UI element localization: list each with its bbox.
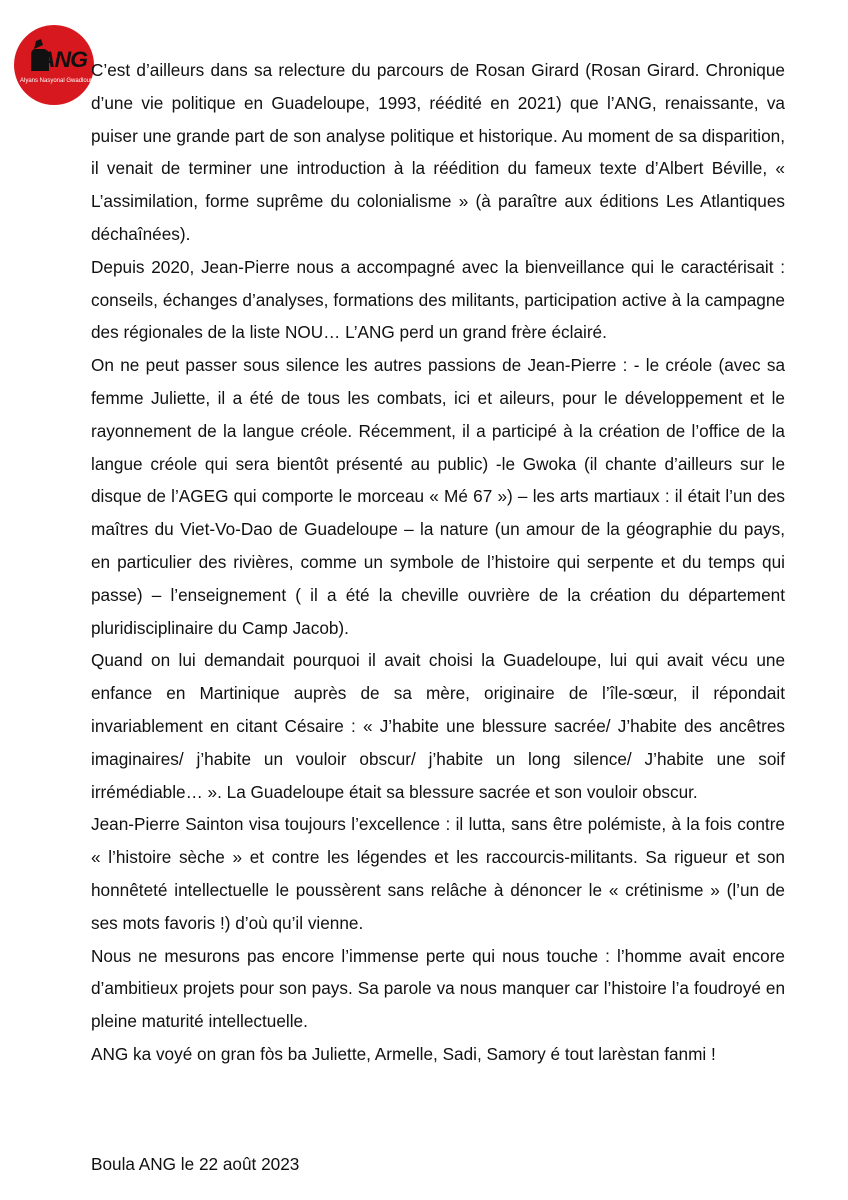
paragraph-6: Nous ne mesurons pas encore l’immense perte qui nous touche : l’homme avait encore d’ambitieux projets pour son pays. Sa parole va nous manquer car l’histoire l’a foudroyé en pleine maturité intellectuelle. bbox=[91, 945, 785, 1032]
paragraph-5: Jean-Pierre Sainton visa toujours l’excellence : il lutta, sans être polémiste, à la fois contre « l’histoire sèche » et contre les légendes et les raccourcis-militants. Sa rigueur et son honnêteté intellectuelle le poussèrent sans relâche à dénoncer le « crétinisme » (l’un de ses mots favoris !) d’où qu’il vienne. bbox=[91, 814, 785, 933]
signature: Boula ANG le 22 août 2023 bbox=[91, 1154, 300, 1174]
logo-mark: ANG bbox=[38, 47, 88, 72]
paragraph-1: C’est d’ailleurs dans sa relecture du parcours de Rosan Girard (Rosan Girard. Chronique d’une vie politique en Guadeloupe, 1993, réédité en 2021) que l’ANG, renaissante, va puiser une grande part de son analyse politique et historique. Au moment de sa disparition, il venait de terminer une introduction à la réédition du fameux texte d’Albert Béville, « L’assimilation, forme suprême du colonialisme » (à paraître aux éditions Les Atlantiques déchaînées). bbox=[91, 60, 785, 244]
paragraph-7: ANG ka voyé on gran fòs ba Juliette, Armelle, Sadi, Samory é tout larèstan fanmi ! bbox=[91, 1043, 716, 1064]
logo-subtitle: Alyans Nasyonal Gwadloup bbox=[20, 78, 94, 84]
paragraph-2: Depuis 2020, Jean-Pierre nous a accompagné avec la bienveillance qui le caractérisait : conseils, échanges d’analyses, formations des militants, participation active à la campagne des régionales de la liste NOU… L’ANG perd un grand frère éclairé. bbox=[91, 256, 785, 343]
paragraph-3: On ne peut passer sous silence les autres passions de Jean-Pierre : - le créole (avec sa femme Juliette, il a été de tous les combats, ici et aileurs, pour le développement et le rayonnement de la langue créole. Récemment, il a participé à la création de l’office de la langue créole qui sera bientôt présenté au public) -le Gwoka (il chante d’ailleurs sur le disque de l’AGEG qui comporte le morceau « Mé 67 ») – les arts martiaux : il était l’un des maîtres du Viet-Vo-Dao de Guadeloupe – la nature (un amour de la géographie du pays, en particulier des rivières, comme un symbole de l’histoire qui serpente et du temps qui passe) – l’enseignement ( il a été la cheville ouvrière de la création du département pluridisciplinaire du Camp Jacob). bbox=[91, 355, 785, 638]
letter-body bbox=[91, 54, 785, 1071]
paragraph-4: Quand on lui demandait pourquoi il avait choisi la Guadeloupe, lui qui avait vécu une enfance en Martinique auprès de sa mère, originaire de l’île-sœur, il répondait invariablement en citant Césaire : « J’habite une blessure sacrée/ J’habite des ancêtres imaginaires/ j’habite un vouloir obscur/ j’habite un long silence/ J’habite une soif irrémédiable… ». La Guadeloupe était sa blessure sacrée et son vouloir obscur. bbox=[91, 650, 785, 802]
ang-logo bbox=[14, 25, 94, 105]
